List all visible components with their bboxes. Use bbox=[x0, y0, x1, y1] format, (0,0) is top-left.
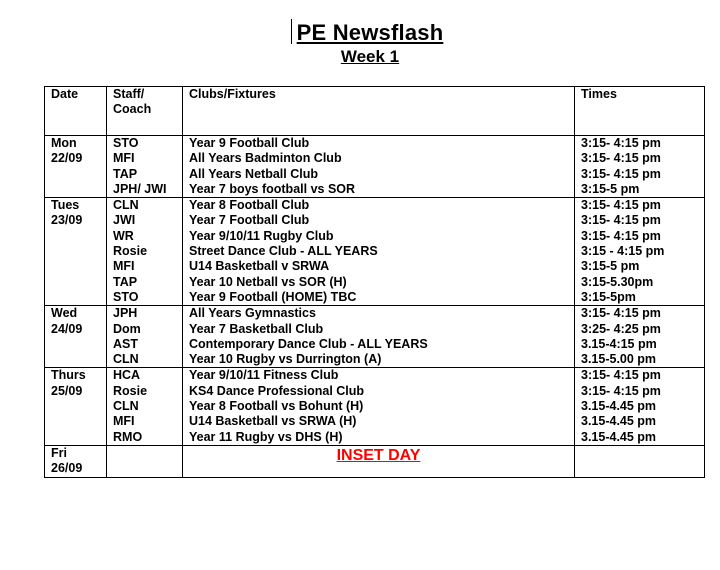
club-cell bbox=[183, 136, 575, 198]
club-cell bbox=[183, 306, 575, 368]
time-entry: 3:15-5pm bbox=[581, 289, 636, 304]
club-entry: All Years Netball Club bbox=[189, 166, 318, 181]
page-title: PE Newsflash bbox=[296, 20, 444, 45]
text-cursor bbox=[291, 19, 292, 44]
club-entry: Year 8 Football vs Bohunt (H) bbox=[189, 399, 364, 414]
day-cell bbox=[45, 306, 107, 368]
time-cell bbox=[575, 198, 705, 306]
day-name: Thurs bbox=[51, 368, 86, 383]
time-entry: 3.15-4.45 pm bbox=[581, 429, 657, 444]
club-entry: Year 9/10/11 Rugby Club bbox=[189, 228, 334, 243]
day-cell bbox=[45, 198, 107, 306]
staff-entry: MFI bbox=[113, 259, 135, 274]
staff-entry: MFI bbox=[113, 414, 135, 429]
staff-entry: AST bbox=[113, 336, 138, 351]
club-entry: Year 10 Netball vs SOR (H) bbox=[189, 274, 347, 289]
club-entry: Year 7 Basketball Club bbox=[189, 321, 324, 336]
time-cell bbox=[575, 306, 705, 368]
header-times: Times bbox=[575, 87, 705, 136]
staff-entry: JPH/ JWI bbox=[113, 181, 167, 196]
day-row bbox=[45, 368, 705, 445]
time-cell bbox=[575, 368, 705, 445]
staff-entry: RMO bbox=[113, 429, 143, 444]
time-entry: 3:15- 4:15 pm bbox=[581, 368, 661, 383]
staff-entry: TAP bbox=[113, 274, 138, 289]
time-entry: 3.15-4.45 pm bbox=[581, 399, 657, 414]
time-entry: 3:15- 4:15 pm bbox=[581, 213, 661, 228]
day-date: 24/09 bbox=[51, 321, 83, 336]
header-clubs: Clubs/Fixtures bbox=[183, 87, 575, 136]
club-entry: U14 Basketball v SRWA bbox=[189, 259, 330, 274]
staff-entry: HCA bbox=[113, 368, 141, 383]
staff-entry: CLN bbox=[113, 399, 139, 414]
schedule-table bbox=[44, 86, 705, 478]
club-entry: Year 7 Football Club bbox=[189, 213, 310, 228]
day-cell bbox=[45, 445, 107, 477]
club-entry: All Years Badminton Club bbox=[189, 151, 342, 166]
staff-entry: MFI bbox=[113, 151, 135, 166]
day-name: Wed bbox=[51, 306, 78, 321]
staff-entry: Rosie bbox=[113, 244, 148, 259]
staff-entry: WR bbox=[113, 228, 134, 243]
inset-day-notice: INSET DAY bbox=[336, 446, 421, 464]
staff-entry: JWI bbox=[113, 213, 136, 228]
club-cell bbox=[183, 368, 575, 445]
staff-entry: JPH bbox=[113, 306, 138, 321]
time-entry: 3:15-5 pm bbox=[581, 259, 640, 274]
header-staff-line1: Staff/ bbox=[113, 87, 145, 101]
day-date: 23/09 bbox=[51, 213, 83, 228]
time-entry: 3:15- 4:15 pm bbox=[581, 151, 661, 166]
club-cell bbox=[183, 198, 575, 306]
club-entry: Year 8 Football Club bbox=[189, 198, 310, 213]
time-entry: 3.15-5.00 pm bbox=[581, 352, 657, 367]
staff-entry: Rosie bbox=[113, 383, 148, 398]
club-entry: Year 9 Football (HOME) TBC bbox=[189, 289, 357, 304]
time-entry: 3:15- 4:15 pm bbox=[581, 228, 661, 243]
staff-cell bbox=[107, 368, 183, 445]
time-entry: 3:15- 4:15 pm bbox=[581, 306, 661, 321]
club-entry: KS4 Dance Professional Club bbox=[189, 383, 365, 398]
club-entry: Year 9/10/11 Fitness Club bbox=[189, 368, 339, 383]
club-entry: Contemporary Dance Club - ALL YEARS bbox=[189, 336, 428, 351]
day-row bbox=[45, 198, 705, 306]
header-staff bbox=[107, 87, 183, 136]
time-entry: 3:15-5 pm bbox=[581, 181, 640, 196]
club-entry: U14 Basketball vs SRWA (H) bbox=[189, 414, 357, 429]
staff-cell bbox=[107, 306, 183, 368]
time-entry: 3:15- 4:15 pm bbox=[581, 383, 661, 398]
club-entry: Street Dance Club - ALL YEARS bbox=[189, 244, 378, 259]
staff-cell bbox=[107, 136, 183, 198]
time-entry: 3:15 - 4:15 pm bbox=[581, 244, 665, 259]
header-date: Date bbox=[45, 87, 107, 136]
time-entry: 3.15-4.45 pm bbox=[581, 414, 657, 429]
time-entry: 3:15- 4:15 pm bbox=[581, 198, 661, 213]
staff-entry: TAP bbox=[113, 166, 138, 181]
time-entry: 3:25- 4:25 pm bbox=[581, 321, 661, 336]
day-row bbox=[45, 136, 705, 198]
time-entry: 3:15- 4:15 pm bbox=[581, 136, 661, 150]
day-cell bbox=[45, 368, 107, 445]
day-name: Fri bbox=[51, 445, 67, 460]
day-row bbox=[45, 306, 705, 368]
staff-cell bbox=[107, 198, 183, 306]
day-date: 22/09 bbox=[51, 151, 83, 166]
day-name: Tues bbox=[51, 198, 80, 213]
time-cell bbox=[575, 445, 705, 477]
time-entry: 3.15-4:15 pm bbox=[581, 336, 657, 351]
page-subtitle: Week 1 bbox=[340, 47, 400, 66]
staff-entry: STO bbox=[113, 136, 139, 150]
staff-cell bbox=[107, 445, 183, 477]
club-entry: Year 7 boys football vs SOR bbox=[189, 181, 356, 196]
day-name: Mon bbox=[51, 136, 77, 150]
club-entry: Year 11 Rugby vs DHS (H) bbox=[189, 429, 343, 444]
day-row bbox=[45, 445, 705, 477]
day-date: 26/09 bbox=[51, 461, 83, 476]
staff-entry: Dom bbox=[113, 321, 141, 336]
day-date: 25/09 bbox=[51, 383, 83, 398]
staff-entry: STO bbox=[113, 289, 139, 304]
time-cell bbox=[575, 136, 705, 198]
time-entry: 3:15-5.30pm bbox=[581, 274, 654, 289]
club-entry: Year 9 Football Club bbox=[189, 136, 310, 150]
staff-entry: CLN bbox=[113, 198, 139, 213]
time-entry: 3:15- 4:15 pm bbox=[581, 166, 661, 181]
club-entry: Year 10 Rugby vs Durrington (A) bbox=[189, 352, 382, 367]
header-staff-line2: Coach bbox=[113, 102, 152, 117]
header-row bbox=[45, 87, 705, 136]
staff-entry: CLN bbox=[113, 352, 139, 367]
club-entry: All Years Gymnastics bbox=[189, 306, 316, 321]
club-cell bbox=[183, 445, 575, 477]
day-cell bbox=[45, 136, 107, 198]
